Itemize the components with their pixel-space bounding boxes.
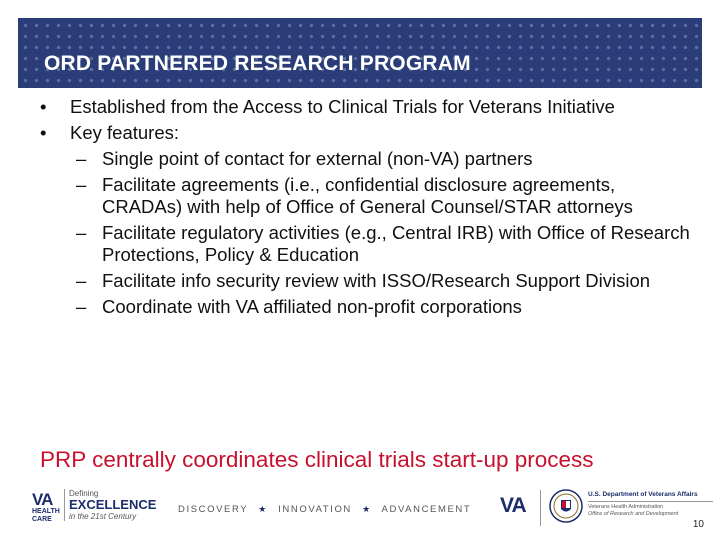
sub-bullet-marker: – xyxy=(76,222,87,243)
dept-ord: Office of Research and Development xyxy=(588,511,679,517)
page-number: 10 xyxy=(692,519,704,530)
excellence-line-3: in the 21st Century xyxy=(69,512,137,521)
dept-vha: Veterans Health Administration xyxy=(588,504,664,510)
sub-bullet-text: Single point of contact for external (non-VA) partners xyxy=(102,148,533,169)
footer-tagline xyxy=(178,504,471,515)
dept-rule xyxy=(588,501,713,502)
tagline-advancement: ADVANCEMENT xyxy=(381,504,472,515)
logo-va-text: VA xyxy=(32,490,53,509)
star-icon: ★ xyxy=(258,504,268,514)
excellence-line-2: EXCELLENCE xyxy=(69,497,157,512)
sub-bullet-text: Coordinate with VA affiliated non-profit corporations xyxy=(102,296,522,317)
sub-bullet-item xyxy=(40,222,690,266)
tagline-innovation: INNOVATION xyxy=(278,504,352,515)
sub-bullet-marker: – xyxy=(76,174,87,195)
sub-bullet-item xyxy=(40,174,690,218)
excellence-line-1: Defining xyxy=(69,489,99,498)
bullet-list xyxy=(40,96,690,322)
sub-bullet-text: Facilitate regulatory activities (e.g., Central IRB) with Office of Research Protections, Policy & Education xyxy=(102,222,690,265)
bullet-marker: • xyxy=(40,96,47,117)
sub-bullet-text: Facilitate info security review with ISSO/Research Support Division xyxy=(102,270,651,291)
sub-bullet-marker: – xyxy=(76,270,87,291)
footer xyxy=(0,484,720,540)
va-department-block xyxy=(588,491,713,518)
va-wordmark: VA xyxy=(500,494,526,517)
dept-name: U.S. Department of Veterans Affairs xyxy=(588,491,698,498)
va-seal-icon xyxy=(549,489,583,523)
bullet-text: Key features: xyxy=(70,122,180,143)
footer-divider xyxy=(540,490,541,526)
va-health-care-logo xyxy=(32,492,64,524)
tagline-discovery: DISCOVERY xyxy=(178,504,249,515)
highlight-statement: PRP centrally coordinates clinical trials start-up process xyxy=(40,447,594,472)
sub-bullet-item xyxy=(40,270,690,292)
sub-bullet-item xyxy=(40,148,690,170)
bullet-item xyxy=(40,122,690,144)
slide-title: ORD PARTNERED RESEARCH PROGRAM xyxy=(44,52,471,75)
bullet-text: Established from the Access to Clinical Trials for Veterans Initiative xyxy=(70,96,615,117)
logo-health-care-text: HEALTH CARE xyxy=(32,508,60,523)
excellence-logo xyxy=(64,489,156,521)
sub-bullet-marker: – xyxy=(76,148,87,169)
star-icon: ★ xyxy=(362,504,372,514)
sub-bullet-marker: – xyxy=(76,296,87,317)
bullet-marker: • xyxy=(40,122,47,143)
sub-bullet-text: Facilitate agreements (i.e., confidential disclosure agreements, CRADAs) with help of Office of General Counsel/STAR attorneys xyxy=(102,174,633,217)
sub-bullet-item xyxy=(40,296,690,318)
bullet-item xyxy=(40,96,690,118)
